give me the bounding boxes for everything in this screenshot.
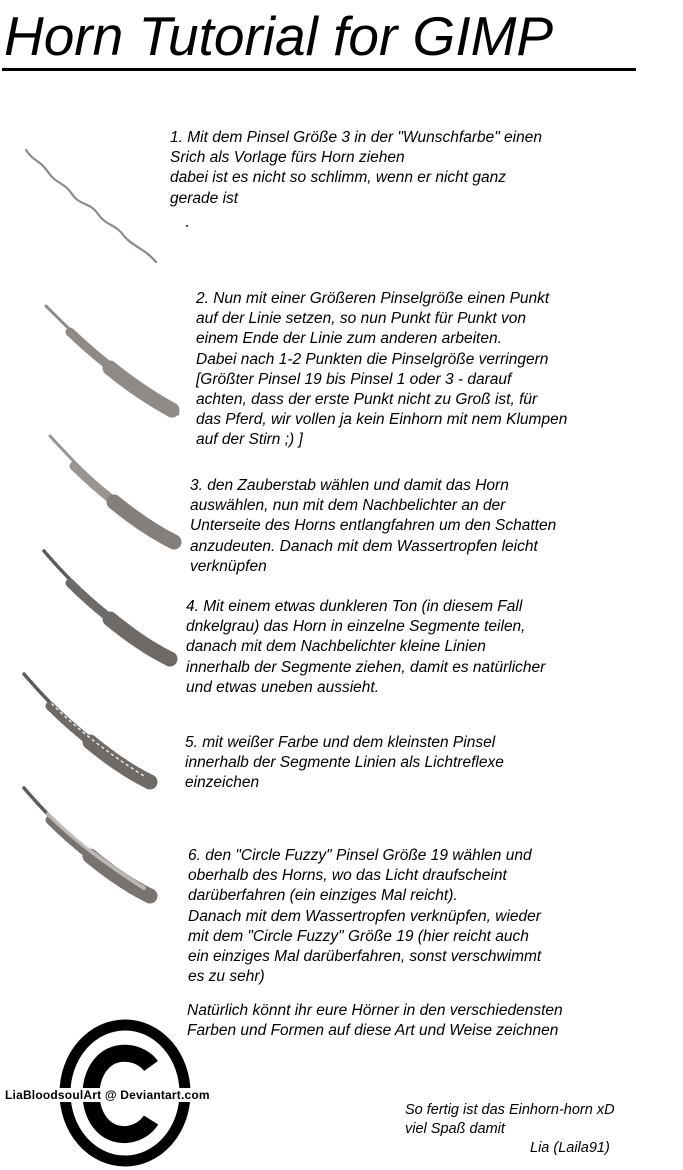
title-underline <box>2 68 636 71</box>
horn-step-2-image <box>40 300 190 430</box>
credit-text: LiaBloodsoulArt @ Deviantart.com <box>5 1088 210 1102</box>
page-title: Horn Tutorial for GIMP <box>4 5 554 67</box>
step-4-text: 4. Mit einem etwas dunkleren Ton (in diesem Fall dnkelgrau) das Horn in einzelne Segmente teilen, danach mit dem Nachbelichter kleine Linien innerhalb der Segmente ziehen, damit es natürlicher und etwas uneben aussieht. <box>186 598 546 696</box>
horn-step-6-image <box>18 782 168 912</box>
step-2-text: 2. Nun mit einer Größeren Pinselgröße einen Punkt auf der Linie setzen, so nun Punkt für Punkt von einem Ende der Linie zum anderen arbeiten. Dabei nach 1-2 Punkten die Pinselgröße verringern [Größter Pinsel 19 bis Pinsel 1 oder 3 - darauf achten, dass der erste Punkt nicht zu Groß ist, für das Pferd, wir vollen ja kein Einhorn mit nem Klumpen auf der Stirn ;) ] <box>196 290 568 449</box>
horn-step-3-image <box>40 430 190 560</box>
step-6-text: 6. den "Circle Fuzzy" Pinsel Größe 19 wählen und oberhalb des Horns, wo das Licht draufscheint darüberfahren (ein einziges Mal reicht). Danach mit dem Wassertropfen verknüpfen, wieder mit dem "Circle Fuzzy" Größe 19 (hier reicht auch ein einziges Mal darüberfahren, sonst verschwimmt es zu sehr) <box>188 847 542 986</box>
horn-step-4-image <box>36 545 186 675</box>
horn-step-5-image <box>18 668 168 798</box>
step-5-text: 5. mit weißer Farbe und dem kleinsten Pinsel innerhalb der Segmente Linien als Lichtreflexe einzeichen <box>185 734 504 792</box>
step-3-text: 3. den Zauberstab wählen und damit das Horn auswählen, nun mit dem Nachbelichter an der Unterseite des Horns entlangfahren um den Schatten anzudeuten. Danach mit dem Wassertropfen leicht verknüpfen <box>190 477 557 575</box>
signoff-text: So fertig ist das Einhorn-horn xD viel Spaß damit <box>405 1102 615 1137</box>
closing-text: Natürlich könnt ihr eure Hörner in den verschiedensten Farben und Formen auf diese Art und Weise zeichnen <box>187 1002 563 1040</box>
signature-text: Lia (Laila91) <box>530 1140 610 1156</box>
stray-dot <box>186 225 188 227</box>
step-1-text: 1. Mit dem Pinsel Größe 3 in der "Wunschfarbe" einen Srich als Vorlage fürs Horn ziehen dabei ist es nicht so schlimm, wenn er nicht ganz gerade ist <box>170 129 542 207</box>
horn-step-1-image <box>20 140 165 270</box>
